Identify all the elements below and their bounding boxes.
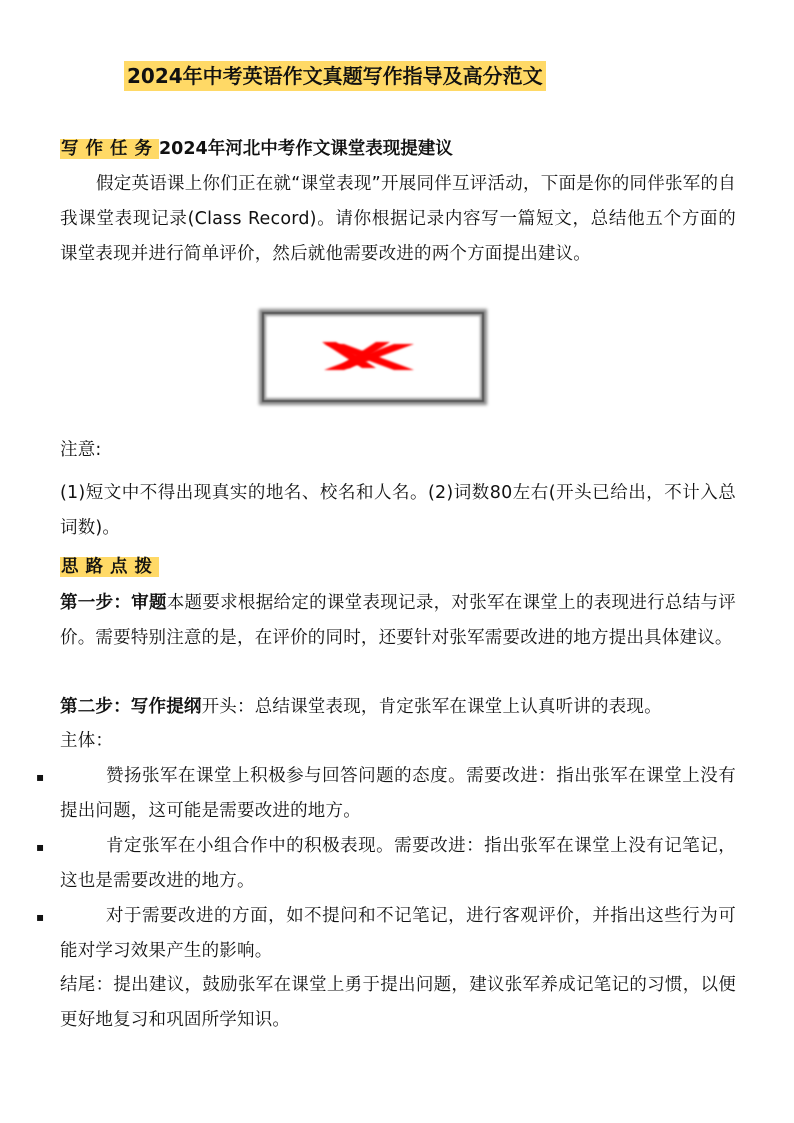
bullet-item: 肯定张军在小组合作中的积极表现。需要改进：指出张军在课堂上没有记笔记，这也是需要改进的地方。	[60, 836, 736, 891]
bullet-marker: ▪	[36, 840, 45, 854]
bullet-marker: ▪	[36, 910, 45, 924]
note-label: 注意:	[60, 440, 102, 460]
document-title: 2024年中考英语作文真题写作指导及高分范文	[124, 61, 546, 91]
note-text: (1)短文中不得出现真实的地名、校名和人名。(2)词数80左右(开头已给出，不计入总词数)。	[60, 483, 736, 538]
step1-label: 第一步：审题	[60, 593, 167, 613]
step2-paragraph	[60, 690, 736, 725]
step2-text: 开头：总结课堂表现，肯定张军在课堂上认真听讲的表现。	[201, 697, 662, 717]
step1-paragraph	[60, 586, 736, 656]
bullet-item: 赞扬张军在课堂上积极参与回答问题的态度。需要改进：指出张军在课堂上没有提出问题，这可能是需要改进的地方。	[60, 766, 736, 821]
body-label: 主体：	[60, 731, 114, 751]
ending-paragraph: 结尾：提出建议，鼓励张军在课堂上勇于提出问题，建议张军养成记笔记的习惯，以便更好地复习和巩固所学知识。	[60, 975, 736, 1030]
task-heading-text: 2024年河北中考作文课堂表现提建议	[159, 139, 453, 159]
bullet-item: 对于需要改进的方面，如不提问和不记笔记，进行客观评价，并指出这些行为可能对学习效果产生的影响。	[60, 906, 736, 961]
step1-text: 本题要求根据给定的课堂表现记录，对张军在课堂上的表现进行总结与评价。需要特别注意的是，在评价的同时，还要针对张军需要改进的地方提出具体建议。	[60, 593, 736, 648]
task-prompt: 假定英语课上你们正在就“课堂表现”开展同伴互评活动，下面是你的同伴张军的自我课堂表现记录(Class Record)。请你根据记录内容写一篇短文，总结他五个方面的课堂表现并进行简单评价，然后就他需要改进的两个方面提出建议。	[60, 174, 736, 264]
step2-label: 第二步：写作提纲	[60, 697, 202, 717]
guide-tag: 思路点拨	[61, 557, 159, 577]
bullet-marker: ▪	[36, 770, 45, 784]
record-image-placeholder	[262, 312, 484, 402]
task-tag: 写作任务	[61, 139, 159, 159]
guide-heading	[60, 554, 159, 580]
broken-image-icon	[264, 314, 482, 400]
task-heading	[60, 136, 453, 162]
